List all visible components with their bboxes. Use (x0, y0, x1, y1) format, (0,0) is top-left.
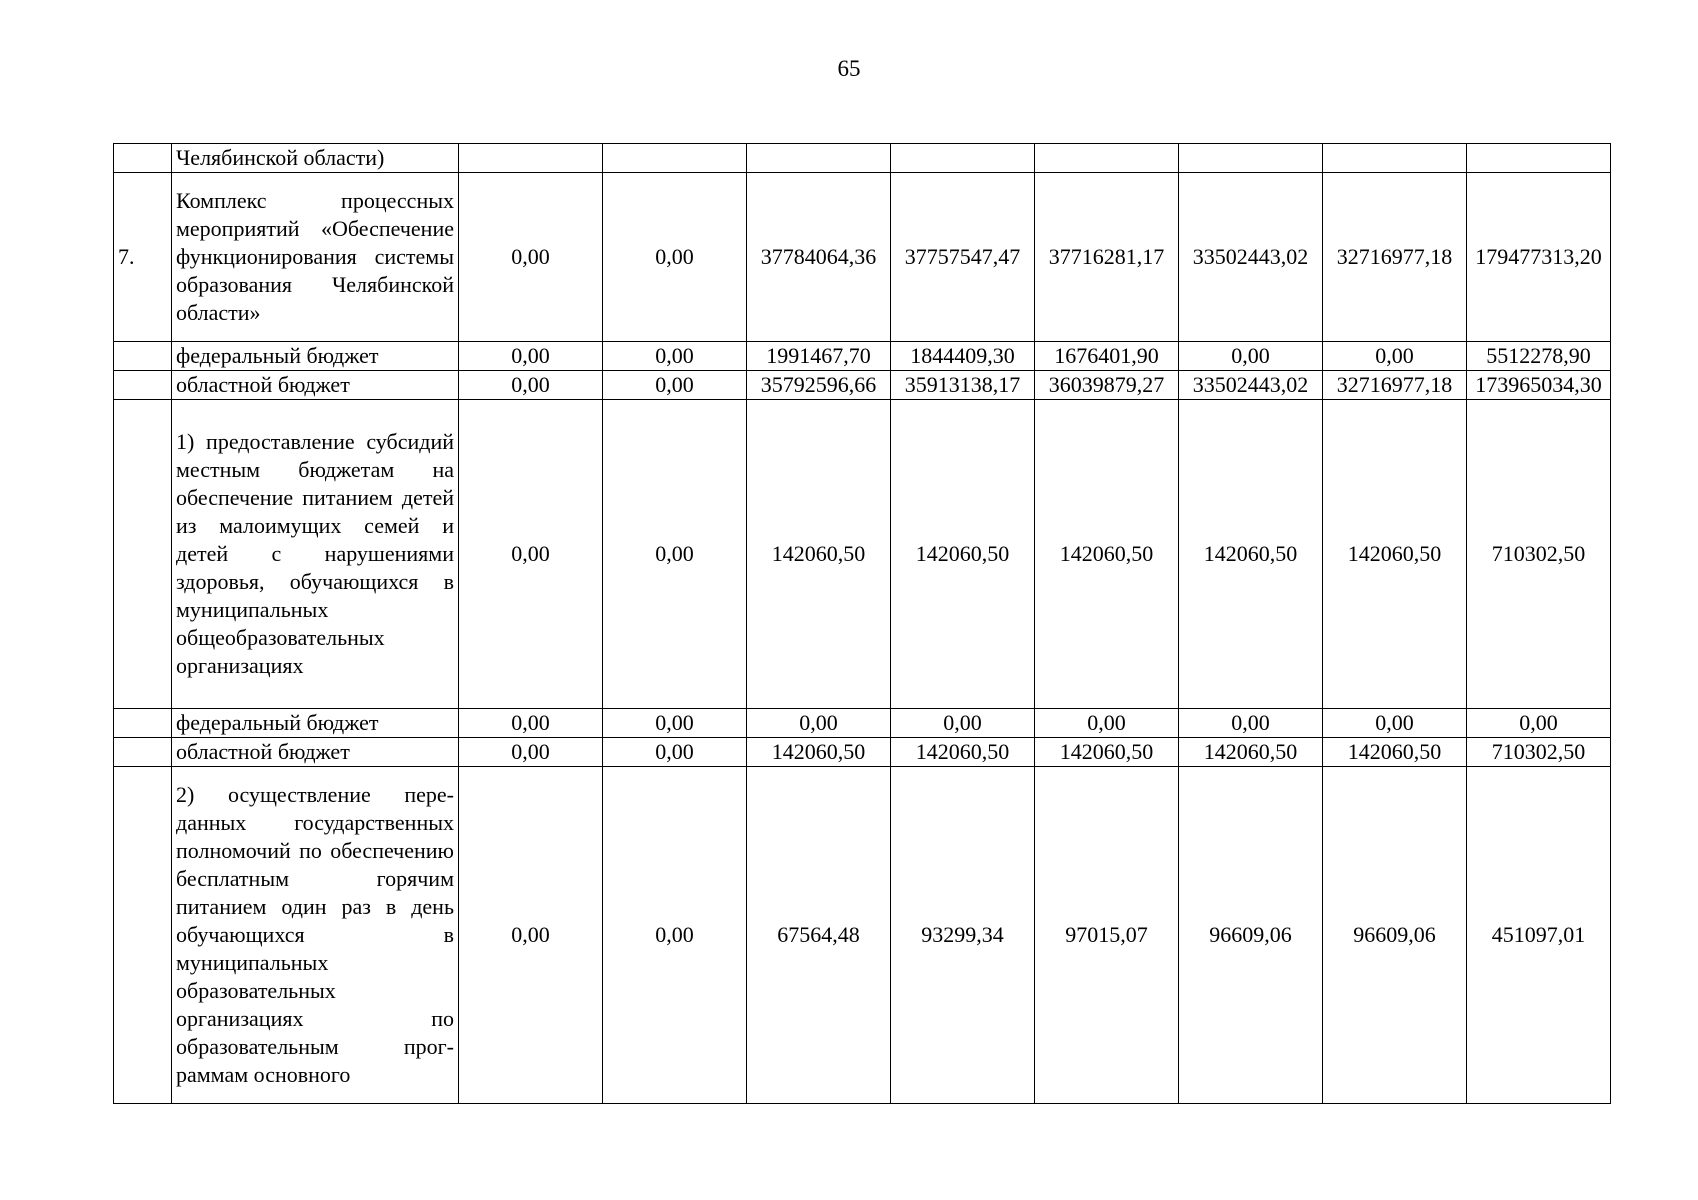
value-cell: 33502443,02 (1179, 371, 1323, 400)
value-cell: 142060,50 (891, 738, 1035, 767)
row-index (114, 400, 172, 709)
value-cell: 32716977,18 (1323, 173, 1467, 342)
table-row-federal-budget (114, 709, 1611, 738)
value-cell (1035, 144, 1179, 173)
value-cell: 0,00 (891, 709, 1035, 738)
value-cell: 0,00 (603, 371, 747, 400)
value-cell: 0,00 (459, 400, 603, 709)
value-cell: 142060,50 (1035, 400, 1179, 709)
value-cell: 142060,50 (891, 400, 1035, 709)
value-cell (603, 144, 747, 173)
row-index (114, 371, 172, 400)
value-cell: 37757547,47 (891, 173, 1035, 342)
value-cell: 93299,34 (891, 767, 1035, 1104)
value-cell: 35913138,17 (891, 371, 1035, 400)
row-index (114, 342, 172, 371)
row-name: Челябинской области) (172, 144, 459, 173)
page-number: 65 (837, 56, 861, 81)
row-name: федеральный бюджет (172, 709, 459, 738)
total-cell: 710302,50 (1467, 738, 1611, 767)
value-cell: 0,00 (459, 371, 603, 400)
total-cell: 710302,50 (1467, 400, 1611, 709)
row-name: 1) предоставление субсидий местным бюджетам на обеспечение питанием детей из малоимущих семей и детей с нарушениями здоровья, обучающихся в муниципальных общеобразовательных организациях (172, 400, 459, 709)
value-cell: 0,00 (603, 173, 747, 342)
total-cell: 173965034,30 (1467, 371, 1611, 400)
value-cell (891, 144, 1035, 173)
value-cell: 35792596,66 (747, 371, 891, 400)
value-cell: 0,00 (603, 400, 747, 709)
total-cell (1467, 144, 1611, 173)
row-index: 7. (114, 173, 172, 342)
value-cell: 142060,50 (1035, 738, 1179, 767)
value-cell: 0,00 (459, 173, 603, 342)
total-cell: 5512278,90 (1467, 342, 1611, 371)
value-cell: 0,00 (747, 709, 891, 738)
table-row-section-7 (114, 173, 1611, 342)
value-cell: 37784064,36 (747, 173, 891, 342)
value-cell: 32716977,18 (1323, 371, 1467, 400)
value-cell (1179, 144, 1323, 173)
value-cell: 36039879,27 (1035, 371, 1179, 400)
table-row-regional-budget (114, 371, 1611, 400)
value-cell: 0,00 (603, 709, 747, 738)
table-row-item-1 (114, 400, 1611, 709)
value-cell: 0,00 (603, 342, 747, 371)
budget-table (113, 143, 1611, 1104)
row-index (114, 144, 172, 173)
value-cell: 0,00 (459, 738, 603, 767)
value-cell: 142060,50 (1323, 400, 1467, 709)
row-name: областной бюджет (172, 371, 459, 400)
value-cell: 97015,07 (1035, 767, 1179, 1104)
row-name: Комплекс процессных мероприятий «Обеспечение функционирования системы образования Челябинской области» (172, 173, 459, 342)
value-cell: 142060,50 (1179, 400, 1323, 709)
value-cell: 1676401,90 (1035, 342, 1179, 371)
table-row-regional-budget (114, 738, 1611, 767)
value-cell: 33502443,02 (1179, 173, 1323, 342)
row-index (114, 767, 172, 1104)
value-cell: 67564,48 (747, 767, 891, 1104)
value-cell: 142060,50 (1179, 738, 1323, 767)
value-cell: 96609,06 (1323, 767, 1467, 1104)
table-row-item-2 (114, 767, 1611, 1104)
value-cell: 37716281,17 (1035, 173, 1179, 342)
value-cell: 142060,50 (1323, 738, 1467, 767)
row-index (114, 738, 172, 767)
value-cell: 0,00 (1035, 709, 1179, 738)
row-name: федеральный бюджет (172, 342, 459, 371)
value-cell: 0,00 (1179, 709, 1323, 738)
value-cell: 1991467,70 (747, 342, 891, 371)
value-cell (747, 144, 891, 173)
value-cell (1323, 144, 1467, 173)
row-name: 2) осуществление пере-данных государственных полномочий по обеспечению бесплатным горячим питанием один раз в день обучающихся в муниципальных образовательных организациях по образовательным прог-раммам основного (172, 767, 459, 1104)
table-row-continuation (114, 144, 1611, 173)
value-cell: 0,00 (603, 767, 747, 1104)
total-cell: 451097,01 (1467, 767, 1611, 1104)
value-cell: 0,00 (1179, 342, 1323, 371)
value-cell: 0,00 (1323, 709, 1467, 738)
table-row-federal-budget (114, 342, 1611, 371)
total-cell: 179477313,20 (1467, 173, 1611, 342)
value-cell: 142060,50 (747, 738, 891, 767)
value-cell: 0,00 (459, 767, 603, 1104)
row-name: областной бюджет (172, 738, 459, 767)
value-cell: 0,00 (603, 738, 747, 767)
value-cell: 142060,50 (747, 400, 891, 709)
total-cell: 0,00 (1467, 709, 1611, 738)
value-cell: 0,00 (1323, 342, 1467, 371)
value-cell: 1844409,30 (891, 342, 1035, 371)
value-cell: 0,00 (459, 342, 603, 371)
value-cell: 0,00 (459, 709, 603, 738)
value-cell: 96609,06 (1179, 767, 1323, 1104)
row-index (114, 709, 172, 738)
value-cell (459, 144, 603, 173)
